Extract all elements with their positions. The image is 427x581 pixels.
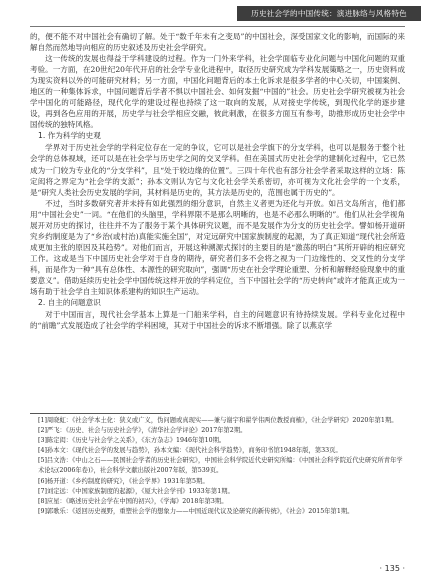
paragraph: 不过，当时多数研究者并未持有如此强烈的细分意识，自然主义者更为还化与开放。如吕文岛所言，他们都用“中国社会史”一词。“在他们的头脑里，学科界限不是那么明晰的，也是不必那么明晰的”。他们从社会学视角展开对历史的探讨，往往并不为了服务于某个具体研究议题，而不是发展作为分支的历史社会学。譬如杨开道研究乡约制度是为了“乡治(或村治)真能实施全国”，对定远研究中国家族制度的起源，为了真正知道“现代社会所造成更加主张的原因及其趋势”。对他们而言，开展这种溯源式探讨的主要目的是“激荡的明白”其所开辟的相应研究工作。这或是当下中国历史社会学对于自身的期待，研究者们多不会将之视为一门边缘性的、交叉性的分支学科，而是作为一种“具有总体性、本源性的研究取向”，强调“历史在社会学理论重塑、分析和解释经验现象中的重要意义”。借助延续历史社会学中国传统这样开放的学科定位，当下中国社会学的“历史转向”或许才能真正成为一场有助于社会学自主知识体系建构的知识生产运动。 <box>30 198 405 297</box>
running-title: 历史社会学的中国传统：演进脉络与风格特色 <box>237 6 421 21</box>
paragraph: 学界对于历史社会学的学科定位存在一定的争议，它可以是社会学旗下的分支学科，也可以是服务于整个社会学的总体视域，还可以是在社会学与历史学之间的交叉学科。但在美国式历史社会学的建制化过程中，它已然成为一门较为专业化的“分支学科”，且“处于较边缘的位置”。三四十年代也有部分社会学者采取这样的立场：陈定闳将之界定为“社会学的支派”；孙本文则认为它与文化社会学关系密切，亦可视为文化社会学的一个支系，是“研究人类社会历史发展的学问，其材料是历史的，其方法是历史的，范围也属于历史的”。 <box>30 143 405 197</box>
footnote: [9]郭歌乐：《返回历史视野，重塑社会学的想象力——中国近现代议及论研究的新传统》，《社会》2015年第1期。 <box>38 507 354 515</box>
footnote: [7]刘定远：《中国家族制度的起源》，《厦大社会学刊》1933年第1期。 <box>38 487 234 495</box>
paragraph: 的，便不能不对中国社会有确切了解。处于“数千年未有之变局”的中国社会，深受国家文化的影响，而国际的来解自然而然地导向相应的历史叙述及历史社会学研究。 <box>30 32 405 53</box>
page-number: · 135 · <box>379 564 405 573</box>
footnote: [5]吕文浩：《中山之石——民国社会学者的历史社会研究》，中国社会科学院近代史研究所编：《中国社会科学院近代史研究所青年学术论坛(2006年卷)》，社会科学文献出版社2007年版，第539页。 <box>38 457 403 475</box>
footnote: [2]严飞：《历史、社会与历史社会学》，《清华社会学评论》2017年第2期。 <box>38 427 247 435</box>
footnote-divider <box>30 413 170 414</box>
header-divider <box>30 26 405 27</box>
footnote: [4]孙本文：《现代社会学的发展与趋势》，孙本文编：《现代社会科学趋势》，商务印书馆1948年版，第33页。 <box>38 447 342 455</box>
section-heading: 1. 作为科学的史观 <box>38 131 101 141</box>
paragraph: 这一传统的发展也得益于学科建设的过程。作为一门外来学科，社会学面临专业化问题与中国化问题的双重考验。一方面，在20世纪20年代开启的社会学专业化进程中，取径历史研究成为学科发展策略之一，历史资料成为现实资料以外的可能研究材料；另一方面，中国化问题背后的本土化诉求是很多学者的中心关切，中国案例、地区的一种集体诉求，中国问题背后学者不惧以中国社会、如何发掘“中国的”社会。历史社会学研究被视为社会学中国化的可能路径，现代化学的建设过程也持续了这一取向的发展，从对接史学传统，到现代化学的逐步建设，再到各色应用的开展，历史学与社会学相应交融，彼此刺激，在很多方面互有参考，助推形成历史社会学中国传统的独特风格。 <box>30 54 405 130</box>
footnote: [1]周晓虹：《社会学本土化：狭义或广义，伪问题或真现实——兼与谢宇和翟学伟两位教授商榷》，《社会学研究》2020年第1期。 <box>38 417 398 424</box>
article-body <box>30 31 405 331</box>
footnote: [3]陈定闳：《历史与社会学之关系》，《东方杂志》1946年第10期。 <box>38 437 226 445</box>
footnotes <box>38 416 405 517</box>
footnote: [8]应星：《略述历史社会学在中国的初兴》，《学海》2018年第3期。 <box>38 497 228 505</box>
paragraph: 对于中国而言，现代社会学基本上算是一门舶来学科，自主的问题意识有待持续发展。学科专业化过程中的“前瞻”式发展造成了社会学的学科困境，其对于中国社会的诉求不断增强。除了以燕京学 <box>30 310 405 331</box>
footnote: [6]杨开道：《乡约制度的研究》，《社会学界》1931年第5期。 <box>38 477 209 485</box>
section-heading: 2. 自主的问题意识 <box>38 298 101 308</box>
